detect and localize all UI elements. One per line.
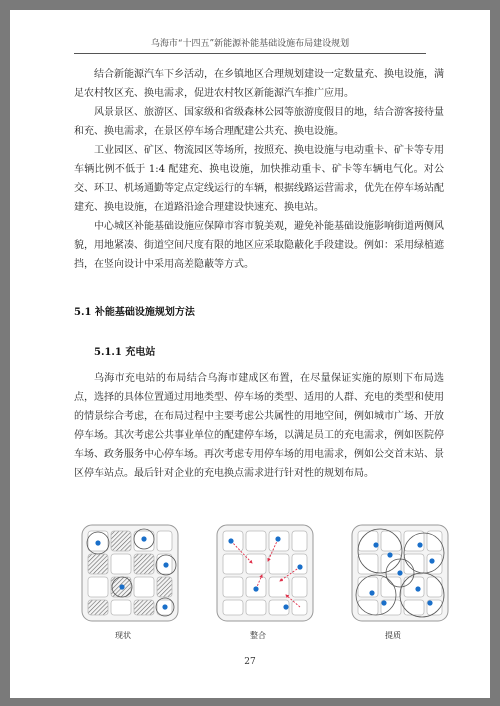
paragraph-scenic: 风景景区、旅游区、国家级和省级森林公园等旅游度假目的地，结合游客接待量和充、换电需求，在景区停车场合理配建公共充、换电设施。 [74, 107, 444, 137]
document-page [10, 10, 490, 698]
section-heading: 5.1 补能基础设施规划方法 [74, 307, 195, 318]
caption-improve: 提质 [385, 631, 401, 640]
layout-diagram [80, 523, 450, 623]
paragraph-industrial: 工业园区、矿区、物流园区等场所，按照充、换电设施与电动重卡、矿卡等专用车辆比例不低于 1:4 配建充、换电设施，加快推动重卡、矿卡等车辆电气化。对公交、环卫、机场通勤等定点定线运行的车辆，根据线路运营需求，优先在停车场站配建充、换电设施，在道路沿途合理建设快速充、换电站。 [74, 145, 444, 213]
paragraph-rural: 结合新能源汽车下乡活动，在乡镇地区合理规划建设一定数量充、换电设施，满足农村牧区充、换电需求，促进农村牧区新能源汽车推广应用。 [74, 69, 444, 99]
caption-current: 现状 [115, 631, 131, 640]
running-header: 乌海市“十四五”新能源补能基础设施布局建设规划 [74, 36, 426, 54]
paragraph-urban-core: 中心城区补能基础设施应保障市容市貌美观，避免补能基础设施影响街道两侧风貌，用地紧凑、街道空间尺度有限的地区应采取隐蔽化手段建设。例如：采用绿植遮挡，在竖向设计中采用高差隐蔽等方式。 [74, 221, 444, 270]
paragraph-charging-station: 乌海市充电站的布局结合乌海市建成区布置，在尽量保证实施的原则下布局选点，选择的具体位置通过用地类型、停车场的类型、适用的人群、充电的类型和使用的情景综合考虑，在布局过程中主要考虑公共属性的用地空间，例如城市广场、开放停车场。其次考虑公共事业单位的配建停车场，以满足员工的充电需求，例如医院停车场、政务服务中心停车场。再次考虑专用停车场的用电需求，例如公交首末站、景区停车站点。最后针对企业的充电换点需求进行针对性的规划布局。 [74, 373, 444, 479]
panel-integrate [217, 525, 313, 621]
panel-improve [352, 525, 448, 621]
caption-integrate: 整合 [250, 631, 266, 640]
page-number: 27 [244, 657, 256, 667]
panel-current [82, 525, 178, 621]
subsection-heading: 5.1.1 充电站 [94, 347, 156, 358]
